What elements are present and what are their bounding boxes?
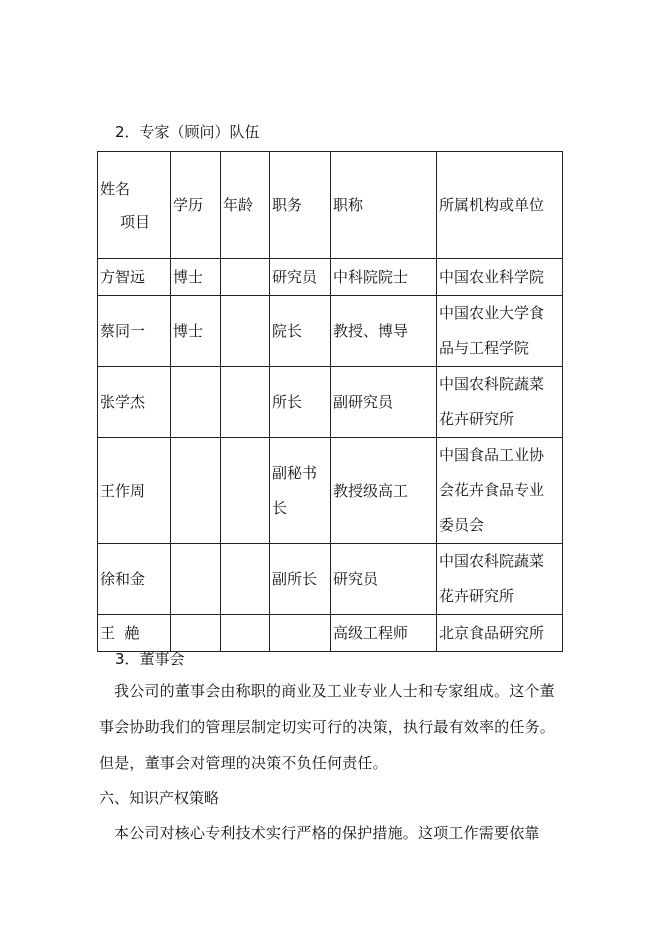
cell-age — [221, 615, 270, 652]
header-position: 职务 — [270, 152, 331, 259]
section-2-heading: 2．专家（顾问）队伍 — [115, 123, 260, 141]
header-education: 学历 — [171, 152, 221, 259]
cell-organization — [437, 438, 563, 544]
cell-age — [221, 296, 270, 367]
cell-title: 教授级高工 — [331, 438, 437, 544]
corner-header-cell — [98, 152, 171, 259]
cell-education — [171, 615, 221, 652]
header-age: 年龄 — [221, 152, 270, 259]
org-line: 花卉研究所 — [439, 587, 515, 605]
org-line: 中国食品工业协 — [439, 446, 545, 464]
cell-name: 王 赩 — [98, 615, 171, 652]
table-row — [98, 367, 563, 438]
expert-team-table — [97, 151, 563, 652]
cell-name: 方智远 — [98, 259, 171, 296]
cell-age — [221, 438, 270, 544]
cell-age — [221, 259, 270, 296]
cell-title: 研究员 — [331, 544, 437, 615]
table-header-row — [98, 152, 563, 259]
cell-position: 副所长 — [270, 544, 331, 615]
org-line: 品与工程学院 — [439, 339, 530, 357]
cell-organization — [437, 615, 563, 652]
org-line: 中国农业大学食 — [439, 304, 545, 322]
cell-title: 中科院院士 — [331, 259, 437, 296]
cell-title: 高级工程师 — [331, 615, 437, 652]
cell-education — [171, 544, 221, 615]
position-line: 副秘书 — [272, 463, 318, 482]
position-line: 长 — [272, 498, 288, 517]
org-line: 中国农业科学院 — [439, 267, 545, 286]
cell-title: 副研究员 — [331, 367, 437, 438]
table-row — [98, 615, 563, 652]
section-3-heading: 3．董事会 — [115, 650, 185, 668]
cell-position: 院长 — [270, 296, 331, 367]
org-line: 花卉研究所 — [439, 410, 515, 428]
cell-name: 徐和金 — [98, 544, 171, 615]
corner-name-label: 姓名 — [100, 180, 131, 198]
cell-organization — [437, 544, 563, 615]
table-row — [98, 296, 563, 367]
cell-position — [270, 438, 331, 544]
corner-item-label: 项目 — [120, 213, 151, 231]
cell-position: 研究员 — [270, 259, 331, 296]
cell-education — [171, 367, 221, 438]
header-title: 职称 — [331, 152, 437, 259]
cell-title: 教授、博导 — [331, 296, 437, 367]
org-line: 中国农科院蔬菜 — [439, 375, 545, 393]
org-line: 委员会 — [439, 516, 485, 534]
cell-organization — [437, 296, 563, 367]
cell-position: 所长 — [270, 367, 331, 438]
ip-strategy-paragraph: 本公司对核心专利技术实行严格的保护措施。这项工作需要依靠 — [114, 824, 540, 842]
cell-education: 博士 — [171, 259, 221, 296]
cell-name: 张学杰 — [98, 367, 171, 438]
table-row — [98, 544, 563, 615]
org-line: 中国农科院蔬菜 — [439, 552, 545, 570]
cell-age — [221, 544, 270, 615]
section-6-heading: 六、知识产权策略 — [99, 789, 220, 807]
cell-name: 蔡同一 — [98, 296, 171, 367]
cell-age — [221, 367, 270, 438]
cell-organization — [437, 259, 563, 296]
cell-organization — [437, 367, 563, 438]
cell-education: 博士 — [171, 296, 221, 367]
org-line: 北京食品研究所 — [439, 623, 545, 642]
cell-name: 王作周 — [98, 438, 171, 544]
board-paragraph: 我公司的董事会由称职的商业及工业专业人士和专家组成。这个董事会协助我们的管理层制定切实可行的决策，执行最有效率的任务。但是，董事会对管理的决策不负任何责任。 — [99, 682, 556, 772]
table-row — [98, 259, 563, 296]
cell-position — [270, 615, 331, 652]
org-line: 会花卉食品专业 — [439, 481, 545, 499]
cell-education — [171, 438, 221, 544]
table-row — [98, 438, 563, 544]
header-organization: 所属机构或单位 — [437, 152, 563, 259]
